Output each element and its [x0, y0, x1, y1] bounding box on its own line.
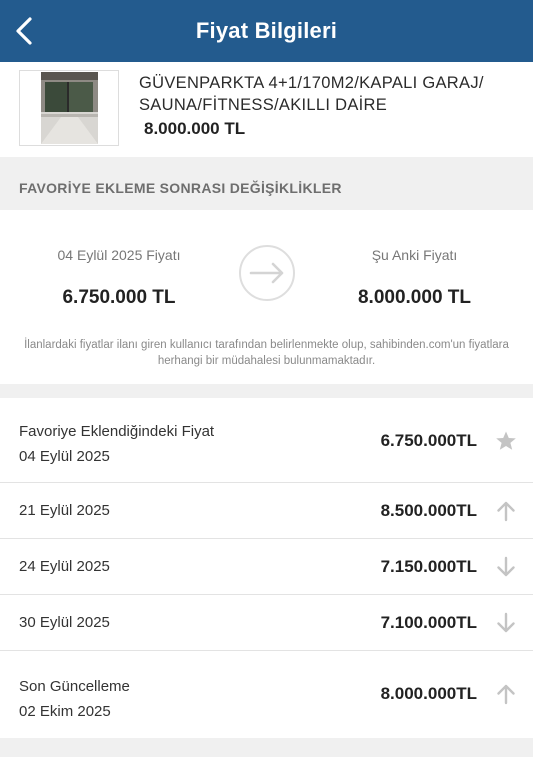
price-comparison [0, 210, 533, 384]
header-bar [0, 0, 533, 62]
star-icon [495, 430, 517, 452]
current-price-label: Şu Anki Fiyatı [371, 247, 458, 263]
listing-photo [41, 72, 98, 144]
price-disclaimer: İlanlardaki fiyatlar ilanı giren kullanıcı tarafından belirlenmekte olup, sahibinden.com'un fiyatlara herhangi bir müdahalesi bulunmamaktadır. [24, 339, 509, 367]
listing-price: 8.000.000 TL [144, 119, 246, 138]
old-price-label: 04 Eylül 2025 Fiyatı [57, 247, 181, 263]
arrow-down-icon [495, 556, 517, 578]
page-title: Fiyat Bilgileri [195, 18, 338, 43]
history-row-date: 24 Eylül 2025 [19, 558, 110, 575]
listing-summary[interactable] [0, 62, 533, 157]
history-row-date: 30 Eylül 2025 [19, 614, 110, 631]
listing-title[interactable]: GÜVENPARKTA 4+1/170M2/KAPALI GARAJ/ SAUNA/FİTNESS/AKILLI DAİRE [139, 74, 484, 114]
history-row-date: 02 Ekim 2025 [19, 703, 111, 720]
history-row [0, 483, 533, 539]
arrow-right-icon [238, 244, 296, 302]
old-price-value: 6.750.000 TL [62, 287, 176, 308]
history-row-date: 21 Eylül 2025 [19, 502, 110, 519]
current-price-value: 8.000.000 TL [357, 287, 472, 308]
history-row-price: 7.150.000TL [380, 557, 477, 576]
history-row-price: 7.100.000TL [380, 613, 477, 632]
history-row-date: 04 Eylül 2025 [19, 448, 110, 465]
listing-thumbnail[interactable] [19, 70, 119, 146]
history-row [0, 539, 533, 595]
history-row-label: Favoriye Eklendiğindeki Fiyat [19, 423, 215, 440]
arrow-up-icon [495, 500, 517, 522]
history-row [0, 398, 533, 483]
price-history-list [0, 398, 533, 738]
history-row [0, 651, 533, 738]
history-row-price: 8.000.000TL [380, 684, 477, 703]
section-title: FAVORİYE EKLEME SONRASI DEĞİŞİKLİKLER [19, 180, 342, 196]
history-row-label: Son Güncelleme [19, 678, 130, 695]
arrow-up-icon [495, 683, 517, 705]
history-row-price: 6.750.000TL [380, 431, 477, 450]
history-row [0, 595, 533, 651]
arrow-down-icon [495, 612, 517, 634]
history-row-price: 8.500.000TL [380, 501, 477, 520]
